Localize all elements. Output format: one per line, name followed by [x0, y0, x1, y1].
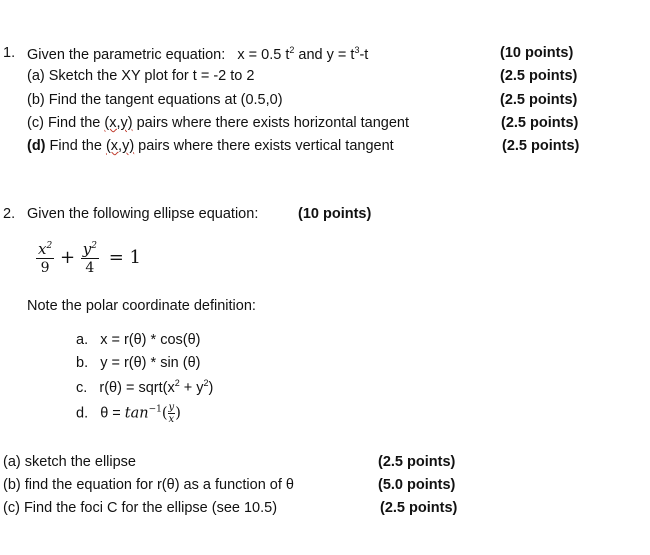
- q2-part-c-text: Find the foci C for the ellipse (see 10.5): [23, 500, 278, 516]
- q1-title-text: Given the parametric equation:: [27, 46, 226, 63]
- def-c-sq2: 2: [203, 378, 209, 388]
- q1-part-c-text-pre: Find the: [47, 115, 105, 131]
- def-a: [76, 332, 201, 348]
- q2-part-a-points: (2.5 points): [378, 454, 456, 470]
- q2-number: 2.: [3, 206, 16, 222]
- q1-part-a-points: (2.5 points): [500, 68, 578, 84]
- q2-part-a-label: (a): [3, 454, 21, 470]
- ellipse-x-fraction: [36, 238, 54, 277]
- q1-part-b: [27, 92, 283, 108]
- ellipse-y-term: y: [82, 240, 92, 258]
- q1-eq-end: -t: [359, 46, 369, 63]
- def-b: [76, 355, 201, 371]
- def-c-mid: + y: [179, 379, 204, 396]
- q2-part-a-text: sketch the ellipse: [24, 454, 136, 470]
- ellipse-x-term: x: [38, 240, 47, 258]
- q1-part-b-text: Find the tangent equations at (0.5,0): [48, 92, 283, 108]
- q2-part-c: [3, 500, 277, 516]
- ellipse-y-exp: 2: [91, 241, 97, 251]
- q1-points: (10 points): [500, 45, 574, 61]
- q2-points: (10 points): [298, 206, 372, 222]
- q2-note: Note the polar coordinate definition:: [27, 298, 256, 314]
- q1-part-d-points: (2.5 points): [502, 138, 580, 154]
- q1-title: [27, 45, 368, 63]
- q2-part-a: [3, 454, 136, 470]
- q2-part-b-text: find the equation for r(θ) as a function of θ: [24, 477, 294, 493]
- q1-part-c-label: (c): [27, 115, 44, 131]
- def-d-label: d.: [76, 405, 89, 422]
- ellipse-plus: +: [59, 247, 76, 268]
- q1-part-d: [27, 138, 394, 154]
- q1-part-c-points: (2.5 points): [501, 115, 579, 131]
- ellipse-equals-one: = 1: [108, 247, 141, 268]
- def-b-label: b.: [76, 355, 89, 371]
- def-d-text: θ =: [100, 405, 125, 422]
- def-c: [76, 378, 213, 396]
- def-c-label: c.: [76, 379, 88, 396]
- q1-part-a: [27, 68, 254, 84]
- def-d-frac-den: x: [168, 414, 175, 425]
- def-d-exp: −1: [148, 404, 162, 415]
- q1-eq-cube: 3: [354, 45, 360, 55]
- q1-part-a-text: Sketch the XY plot for t = -2 to 2: [48, 68, 255, 84]
- q1-eq-and: and y = t: [294, 46, 355, 63]
- def-a-label: a.: [76, 332, 89, 348]
- def-c-text: r(θ) = sqrt(x: [99, 379, 175, 396]
- q1-part-d-label: (d): [27, 138, 46, 154]
- q1-part-d-text-pre: Find the: [49, 138, 106, 154]
- q1-part-b-points: (2.5 points): [500, 92, 578, 108]
- def-d: d. $\theta = \tan^{-1}$( $\frac{y}{x}$ ): [76, 402, 181, 425]
- q2-part-b-points: (5.0 points): [378, 477, 456, 493]
- q1-part-c-xy: (x,y): [104, 115, 133, 131]
- ellipse-y-fraction: [81, 238, 99, 277]
- q1-eq-x: x = 0.5 t: [237, 46, 290, 63]
- ellipse-equation: [36, 238, 141, 277]
- ellipse-x-den: 9: [40, 260, 50, 276]
- q2-part-c-label: (c): [3, 500, 20, 516]
- q2-part-b: [3, 477, 294, 493]
- q1-eq-square: 2: [289, 45, 295, 55]
- def-d-frac-num: y: [168, 402, 175, 413]
- q1-part-d-text-post: pairs where there exists vertical tangent: [134, 138, 394, 154]
- q1-number: 1.: [3, 45, 16, 61]
- q2-title: Given the following ellipse equation:: [27, 206, 259, 222]
- q1-part-b-label: (b): [27, 92, 45, 108]
- q1-part-c: [27, 115, 409, 131]
- def-c-sq1: 2: [174, 378, 180, 388]
- q1-part-a-label: (a): [27, 68, 45, 84]
- def-b-text: y = r(θ) * sin (θ): [100, 355, 201, 371]
- q2-part-c-points: (2.5 points): [380, 500, 458, 516]
- ellipse-y-den: 4: [85, 260, 95, 276]
- def-d-tan: tan: [124, 405, 149, 422]
- def-c-end: ): [208, 379, 214, 396]
- q1-part-d-xy: (x,y): [105, 138, 135, 154]
- q2-part-b-label: (b): [3, 477, 21, 493]
- ellipse-x-exp: 2: [46, 241, 53, 251]
- q1-part-c-text-post: pairs where there exists horizontal tangent: [132, 115, 410, 131]
- def-a-text: x = r(θ) * cos(θ): [100, 332, 201, 348]
